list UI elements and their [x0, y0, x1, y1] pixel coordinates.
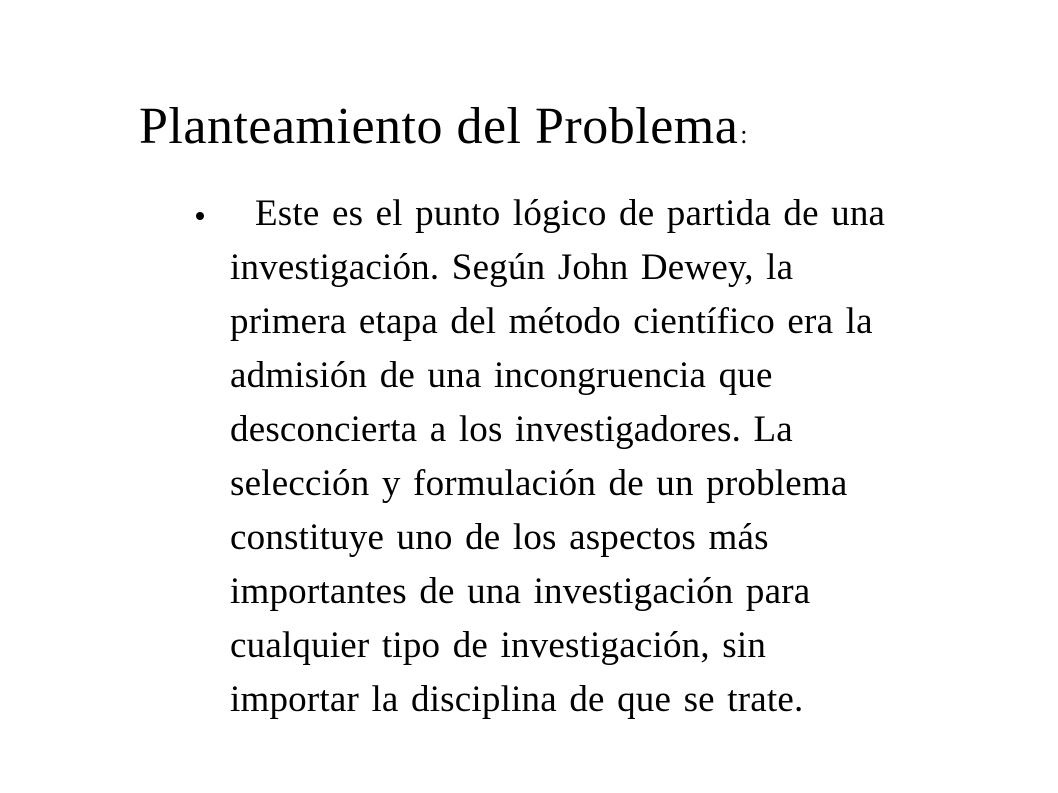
bullet-line: desconcierta a los investigadores. La — [230, 409, 793, 450]
bullet-line: Este es el punto lógico de partida de una — [255, 193, 886, 234]
bullet-line: cualquier tipo de investigación, sin — [230, 625, 767, 666]
slide-title-text: Planteamiento del Problema — [139, 98, 739, 155]
bullet-line: importantes de una investigación para — [230, 571, 811, 612]
bullet-line: admisión de una incongruencia que — [230, 355, 773, 396]
bullet-line: investigación. Según John Dewey, la — [230, 247, 794, 288]
slide-title — [139, 92, 748, 170]
bullet-line: primera etapa del método científico era la — [230, 301, 873, 342]
bullet-line: selección y formulación de un problema — [230, 463, 848, 504]
bullet-paragraph — [230, 187, 1048, 727]
slide-title-colon: : — [740, 120, 749, 149]
bullet-line: importar la disciplina de que se trate. — [230, 679, 804, 720]
bullet-dot-icon — [196, 212, 204, 220]
bullet-line: constituye uno de los aspectos más — [230, 517, 769, 558]
